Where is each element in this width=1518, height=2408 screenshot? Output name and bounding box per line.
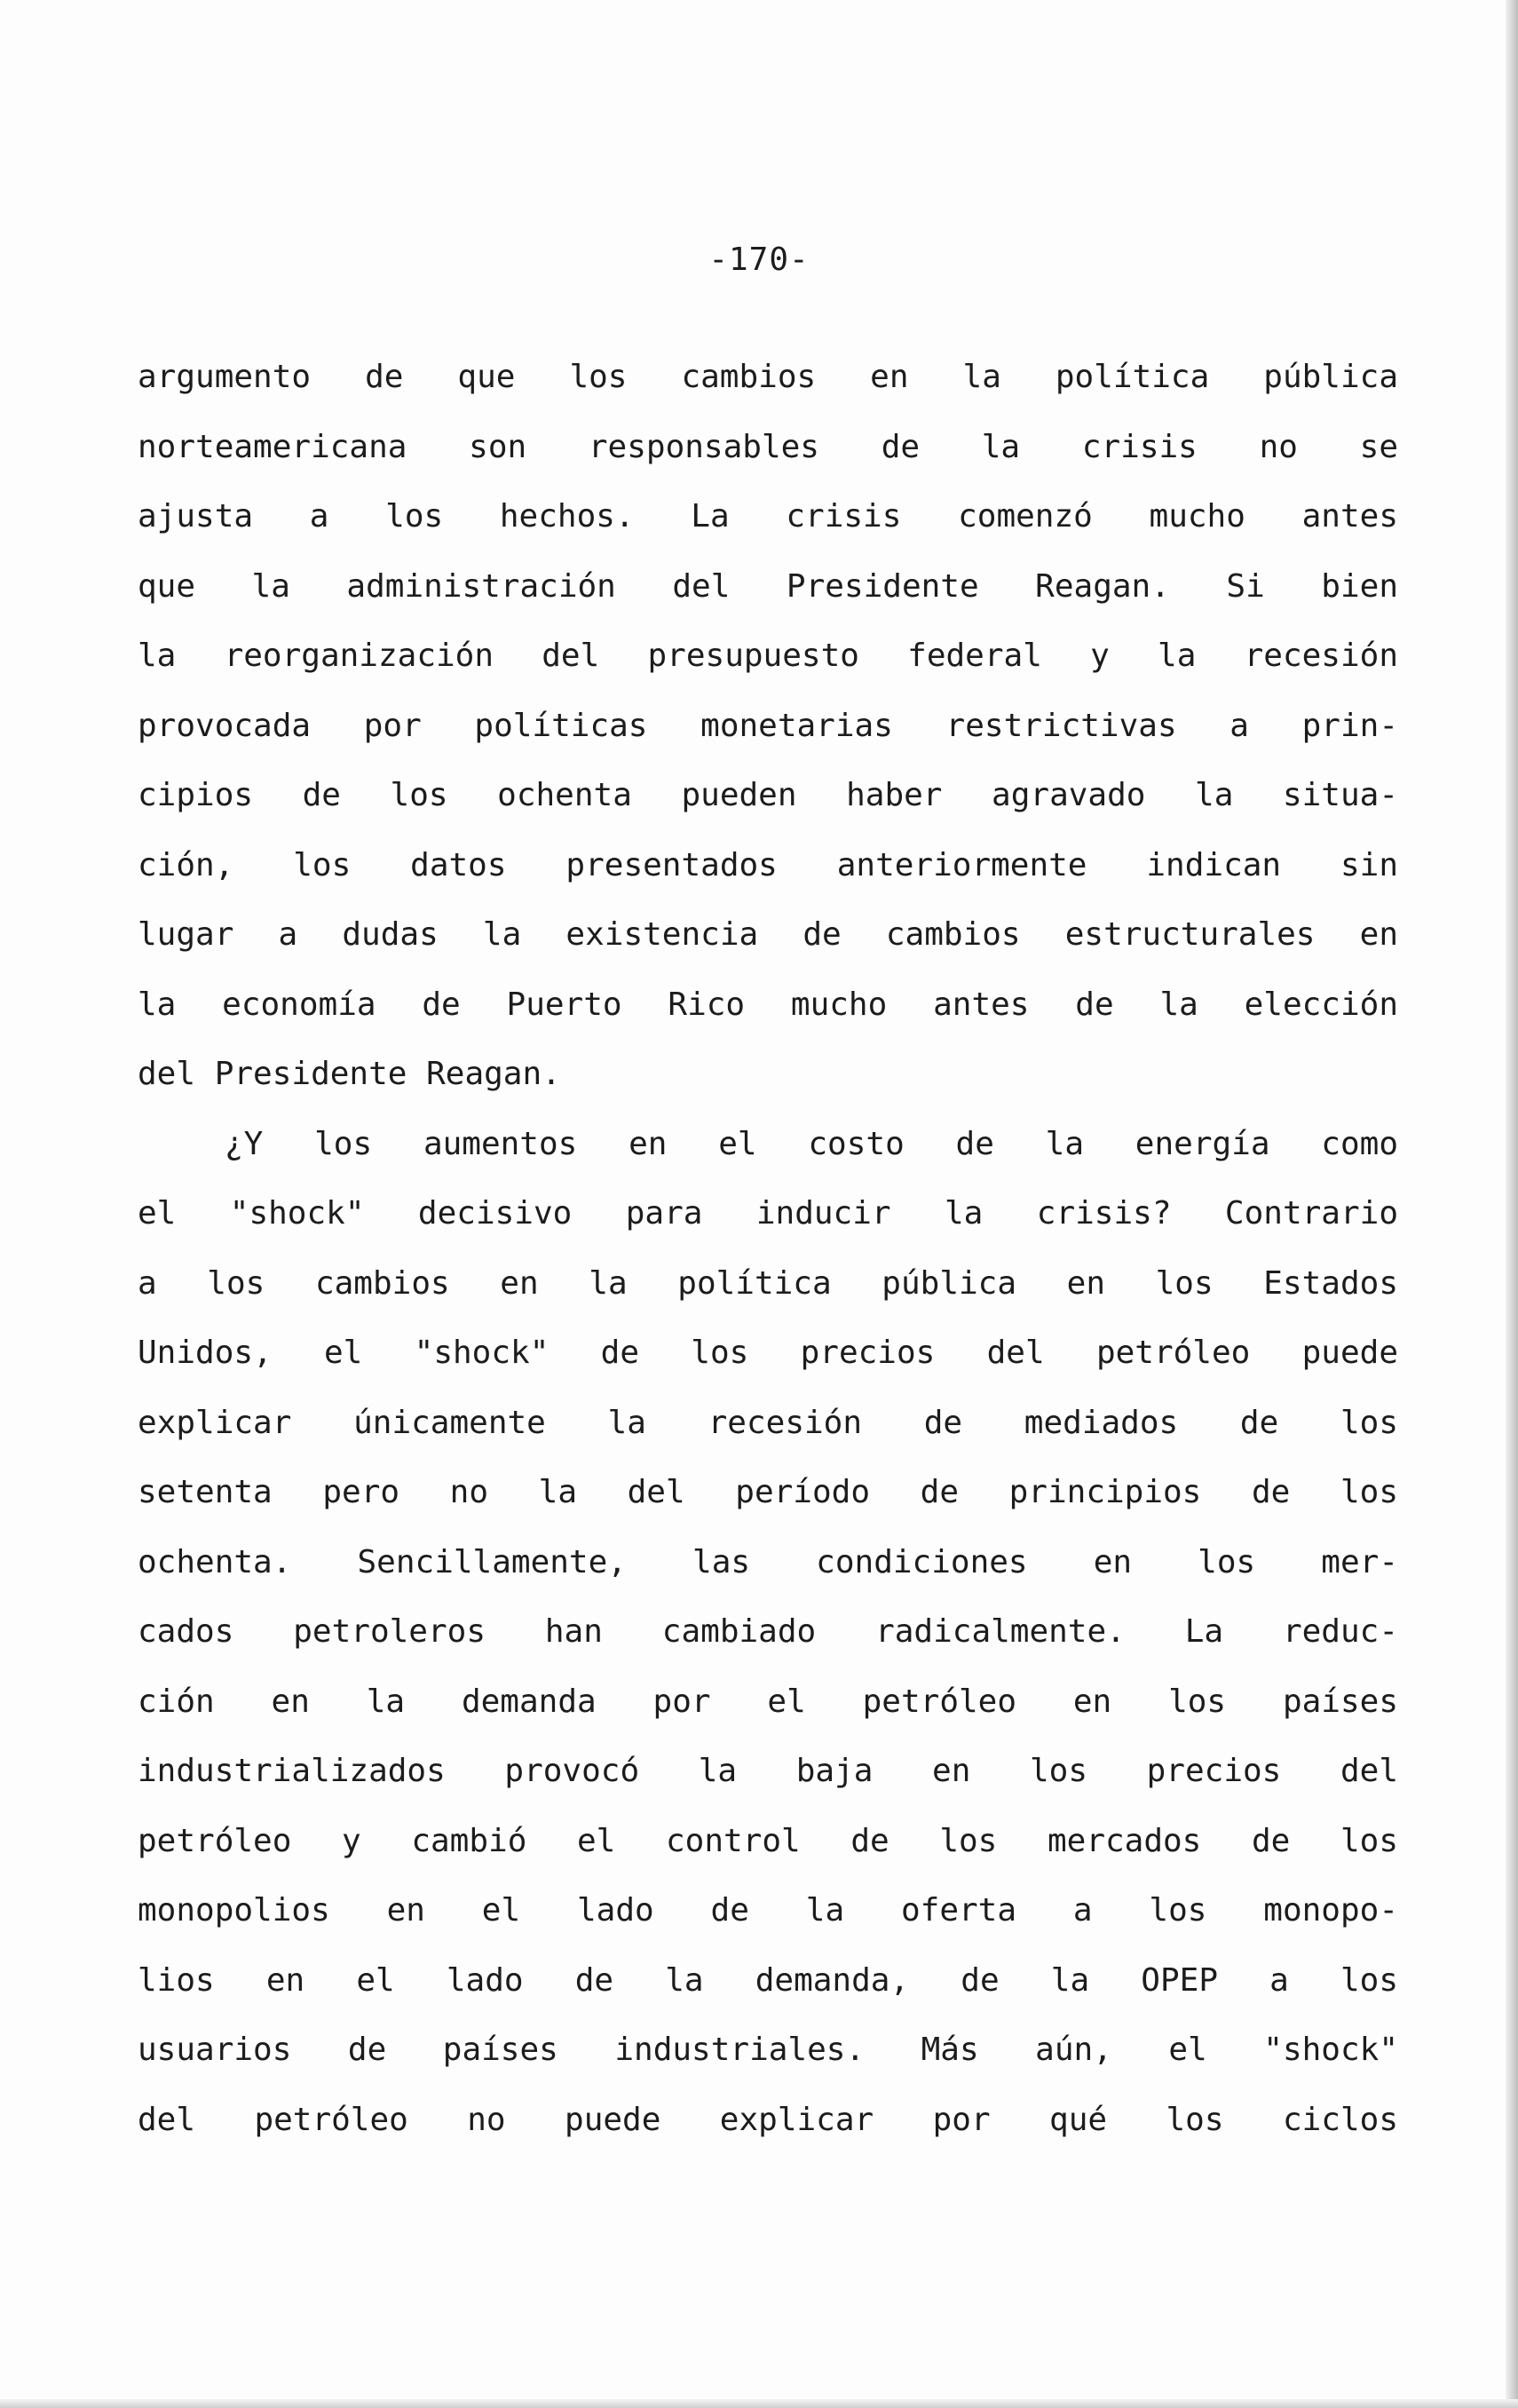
text-line: el "shock" decisivo para inducir la crisis? Contrario [138, 1195, 1398, 1232]
text-line: explicar únicamente la recesión de mediados de los [138, 1404, 1398, 1441]
text-line: a los cambios en la política pública en los Estados [138, 1264, 1398, 1302]
text-line: industrializados provocó la baja en los precios del [138, 1753, 1398, 1789]
text-line: la reorganización del presupuesto federal y la recesión [138, 638, 1398, 674]
body-text [138, 343, 1398, 2155]
text-line: ¿Y los aumentos en el costo de la energía como [225, 1125, 1398, 1162]
text-line: que la administración del Presidente Reagan. Si bien [138, 567, 1398, 605]
text-line: lugar a dudas la existencia de cambios estructurales en [138, 916, 1398, 953]
page-bottom-shadow [0, 2399, 1518, 2408]
text-line: norteamericana son responsables de la crisis no se [138, 428, 1398, 465]
text-line: argumento de que los cambios en la política pública [138, 359, 1398, 395]
text-line: ción, los datos presentados anteriormente indican sin [138, 846, 1398, 883]
page-edge-shadow [1506, 0, 1518, 2408]
text-line: lios en el lado de la demanda, de la OPEP a los [138, 1961, 1398, 1999]
text-line: del petróleo no puede explicar por qué los ciclos [138, 2101, 1398, 2138]
text-line: cipios de los ochenta pueden haber agravado la situa- [138, 777, 1398, 813]
text-line: del Presidente Reagan. [138, 1056, 561, 1092]
text-line: Unidos, el "shock" de los precios del petróleo puede [138, 1335, 1398, 1371]
page-number: -170- [708, 242, 810, 278]
text-line: setenta pero no la del período de principios de los [138, 1474, 1398, 1510]
text-line: usuarios de países industriales. Más aún, el "shock" [138, 2032, 1398, 2068]
text-line: ción en la demanda por el petróleo en los países [138, 1683, 1398, 1720]
text-line: ajusta a los hechos. La crisis comenzó mucho antes [138, 498, 1398, 535]
text-line: ochenta. Sencillamente, las condiciones en los mer- [138, 1543, 1398, 1580]
text-line: monopolios en el lado de la oferta a los monopo- [138, 1892, 1398, 1929]
text-line: cados petroleros han cambiado radicalmente. La reduc- [138, 1613, 1398, 1650]
text-line: provocada por políticas monetarias restrictivas a prin- [138, 707, 1398, 744]
text-line: petróleo y cambió el control de los mercados de los [138, 1822, 1398, 1859]
text-line: la economía de Puerto Rico mucho antes de la elección [138, 986, 1398, 1023]
